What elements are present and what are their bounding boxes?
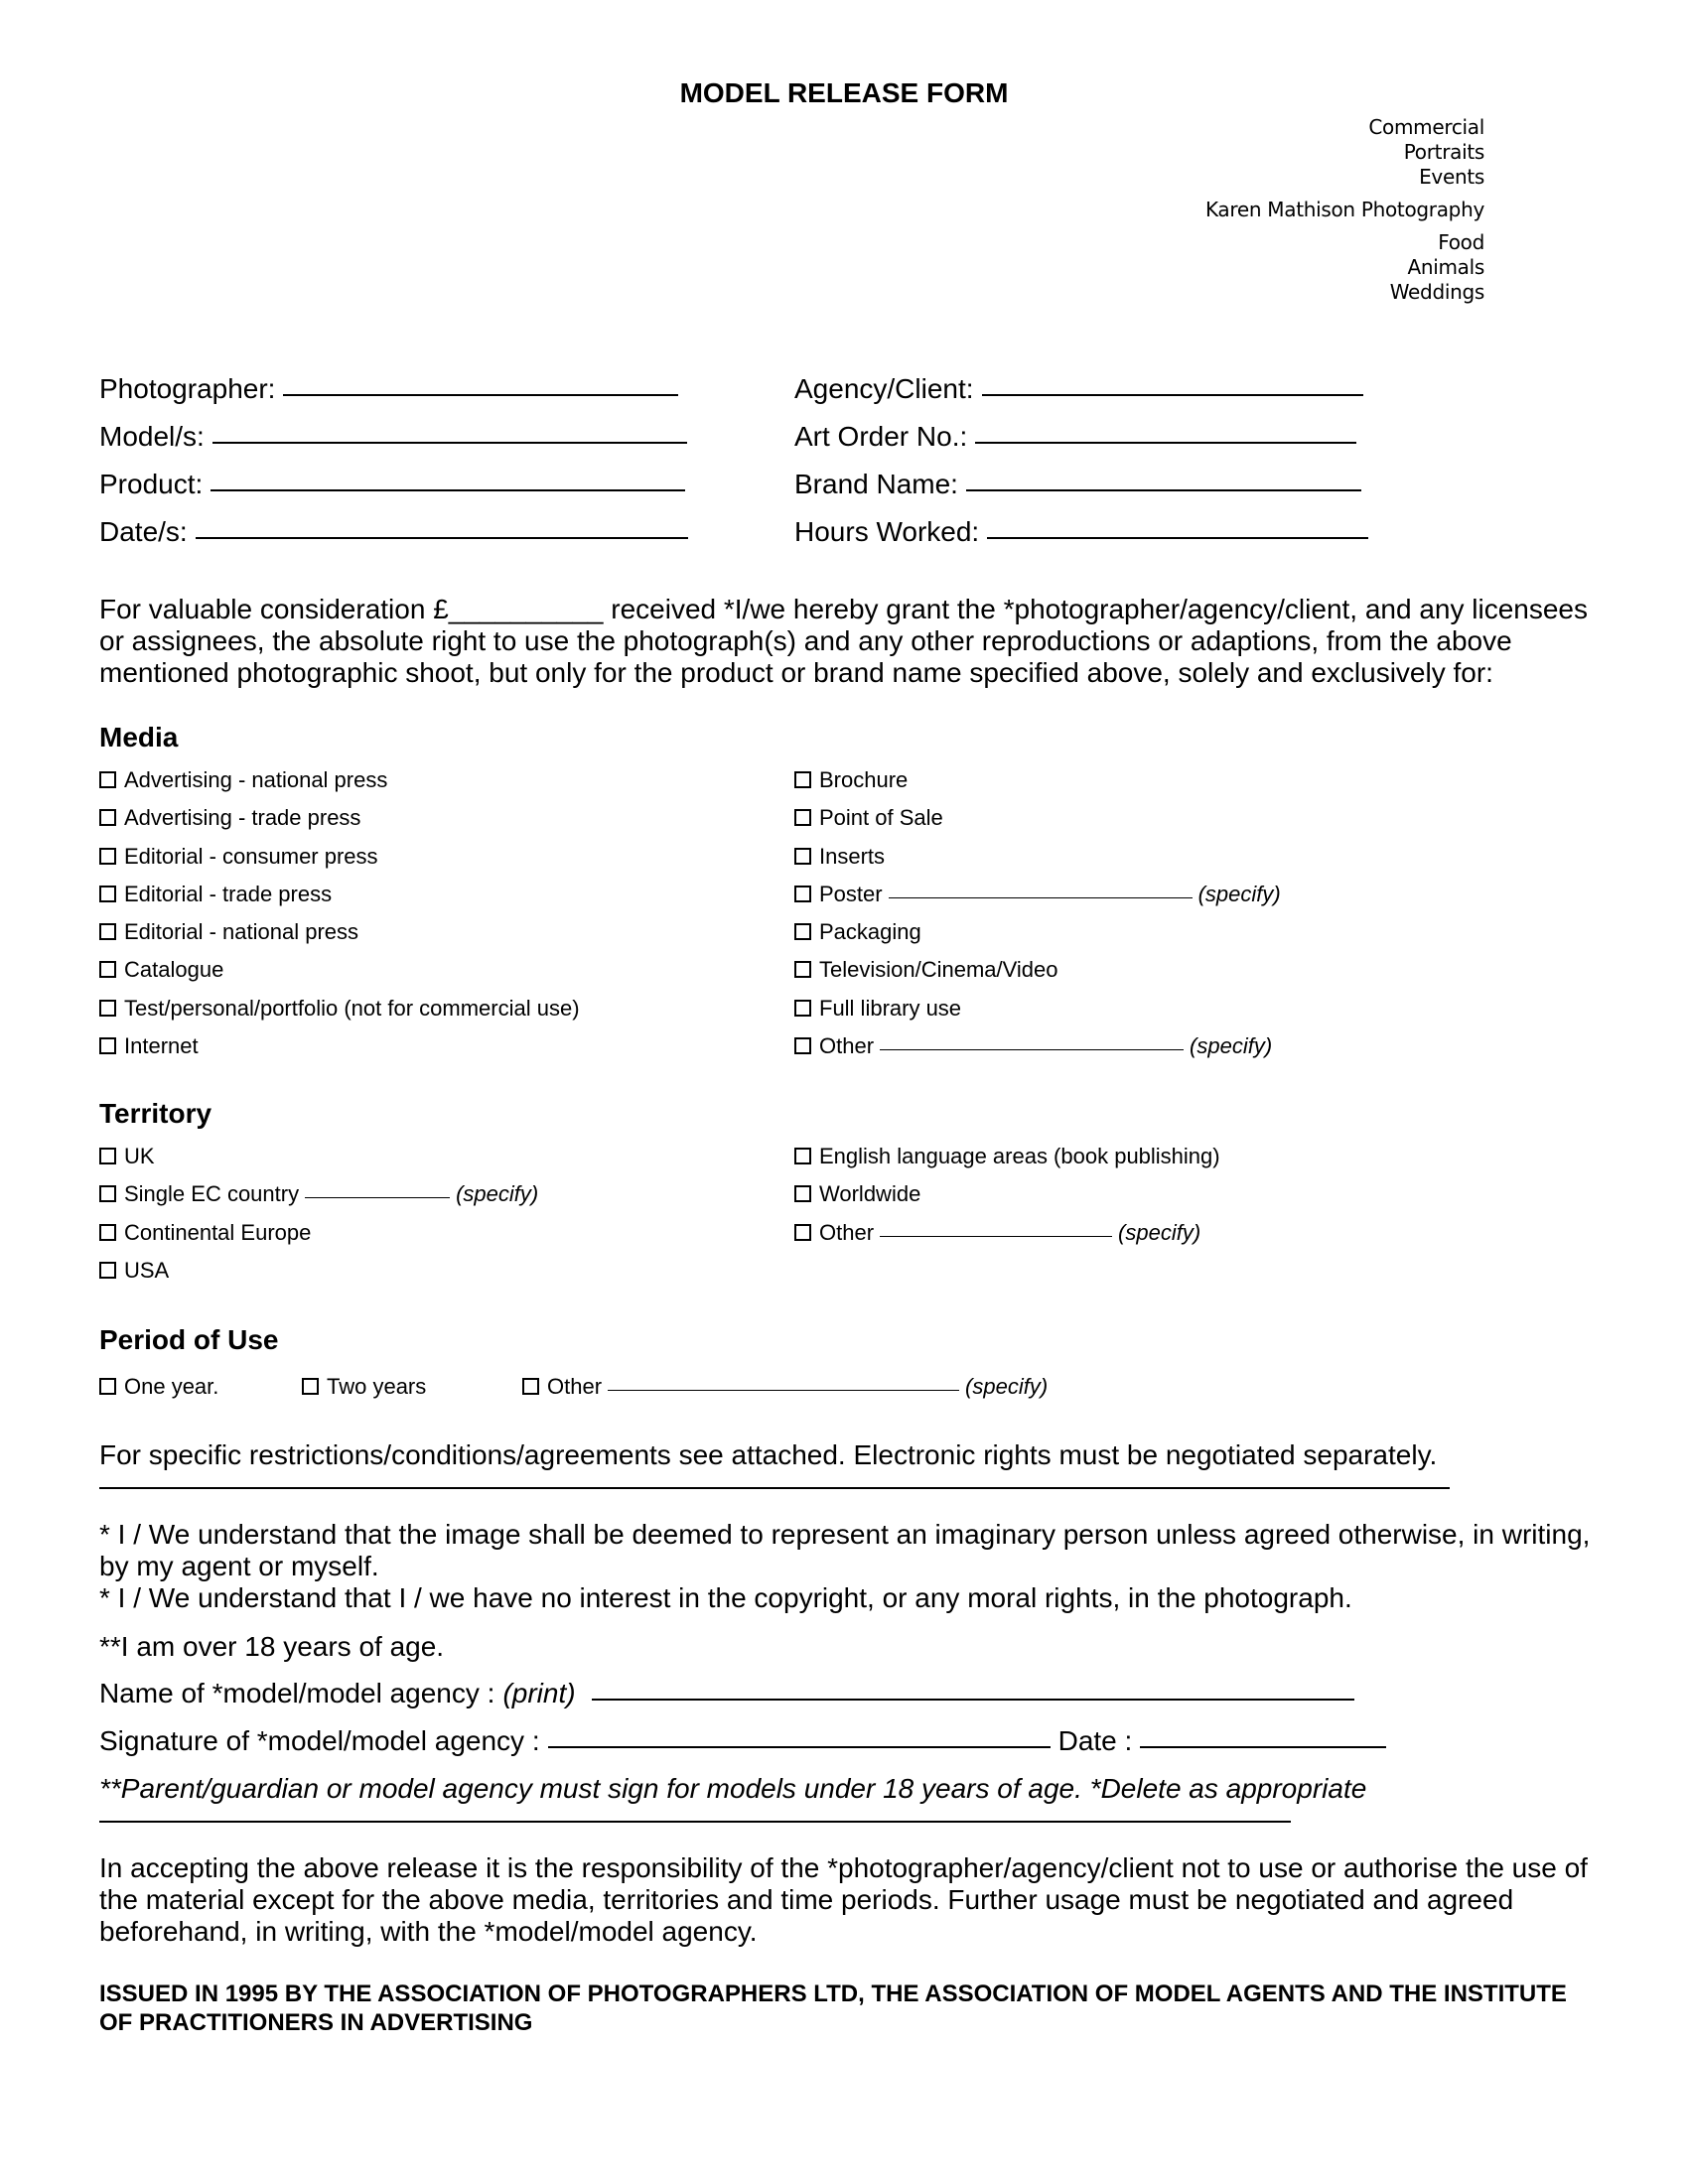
agency-client-line[interactable] xyxy=(982,393,1363,396)
media-option[interactable] xyxy=(794,844,1281,882)
specify-note: (specify) xyxy=(456,1181,539,1207)
guardian-note: **Parent/guardian or model agency must sign for models under 18 years of age. *Delete as appropriate xyxy=(99,1773,1367,1804)
age-statement: **I am over 18 years of age. xyxy=(99,1631,445,1662)
specify-note: (specify) xyxy=(965,1374,1049,1399)
art-order-label: Art Order No.: xyxy=(794,421,968,452)
territory-option[interactable] xyxy=(99,1258,538,1296)
media-option[interactable] xyxy=(794,767,1281,805)
dates-line[interactable] xyxy=(196,536,688,539)
checkbox[interactable] xyxy=(99,771,116,788)
media-option[interactable] xyxy=(794,996,1281,1033)
option-label: English language areas (book publishing) xyxy=(819,1144,1220,1168)
option-label: Single EC country xyxy=(124,1181,300,1207)
models-field[interactable] xyxy=(99,421,794,453)
logo-service: Events xyxy=(1419,165,1484,189)
divider-line xyxy=(99,1487,1450,1489)
product-line[interactable] xyxy=(211,488,685,491)
product-label: Product: xyxy=(99,469,204,499)
checkbox[interactable] xyxy=(99,1185,116,1202)
media-option[interactable] xyxy=(99,957,580,995)
specify-note: (specify) xyxy=(1118,1219,1201,1245)
logo-brand-name: Karen Mathison Photography xyxy=(1204,198,1484,221)
logo-service: Commercial xyxy=(1368,115,1484,139)
consideration-paragraph: For valuable consideration £__________ received *I/we hereby grant the *photographer/agency/client, and any licensees or assignees, the absolute right to use the photograph(s) and any other reproductions or adaptions, from the above mentioned photographic shoot, but only for the product or brand name specified above, solely and exclusively for: xyxy=(99,594,1588,688)
territory-option[interactable] xyxy=(794,1220,1220,1258)
option-label: Other xyxy=(547,1374,603,1399)
checkbox[interactable] xyxy=(302,1378,319,1395)
logo-service: Animals xyxy=(1407,255,1484,279)
photographer-logo xyxy=(1205,115,1484,305)
media-option[interactable] xyxy=(99,919,580,957)
option-label: Editorial - trade press xyxy=(124,881,333,906)
territory-option[interactable] xyxy=(99,1220,538,1258)
art-order-field[interactable] xyxy=(794,421,1356,453)
option-label: USA xyxy=(124,1257,170,1283)
brand-name-field[interactable] xyxy=(794,469,1361,500)
period-two-years[interactable] xyxy=(302,1374,522,1400)
understand-statement-1: * I / We understand that the image shall be deemed to represent an imaginary person unless agreed otherwise, in writing, by my agent or myself. xyxy=(99,1519,1591,1581)
hours-worked-line[interactable] xyxy=(987,536,1368,539)
models-label: Model/s: xyxy=(99,421,205,452)
media-option[interactable] xyxy=(794,1033,1281,1071)
media-option[interactable] xyxy=(794,805,1281,843)
logo-service: Food xyxy=(1438,230,1484,254)
option-label: UK xyxy=(124,1144,155,1168)
territory-list-right xyxy=(794,1144,1220,1258)
checkbox[interactable] xyxy=(794,809,811,826)
checkbox[interactable] xyxy=(99,886,116,902)
brand-name-label: Brand Name: xyxy=(794,469,958,499)
agency-client-field[interactable] xyxy=(794,373,1363,405)
checkbox[interactable] xyxy=(794,771,811,788)
field-row xyxy=(99,469,1489,516)
territory-heading: Territory xyxy=(99,1098,212,1129)
logo-service: Portraits xyxy=(1403,140,1484,164)
option-label: Internet xyxy=(124,1033,199,1059)
option-label: Editorial - national press xyxy=(124,919,359,945)
territory-option[interactable] xyxy=(99,1181,538,1219)
option-label: Point of Sale xyxy=(819,805,943,831)
checkbox[interactable] xyxy=(99,961,116,978)
models-line[interactable] xyxy=(212,441,687,444)
specify-line[interactable] xyxy=(608,1390,959,1391)
specify-line[interactable] xyxy=(880,1049,1184,1050)
photographer-field[interactable] xyxy=(99,373,794,405)
specify-note: (specify) xyxy=(1190,1033,1273,1059)
brand-name-line[interactable] xyxy=(966,488,1361,491)
checkbox[interactable] xyxy=(99,848,116,865)
option-label: Other xyxy=(819,1033,875,1059)
period-options xyxy=(99,1374,1048,1400)
option-label: Worldwide xyxy=(819,1181,921,1207)
option-label: Advertising - trade press xyxy=(124,805,361,831)
option-label: Other xyxy=(819,1219,875,1245)
option-label: Two years xyxy=(327,1374,427,1399)
option-label: One year. xyxy=(124,1374,219,1399)
logo-service: Weddings xyxy=(1389,280,1484,304)
checkbox[interactable] xyxy=(794,1037,811,1054)
acceptance-paragraph: In accepting the above release it is the responsibility of the *photographer/agency/client not to use or authorise the use of the material except for the above media, territories and time periods. Further usage must be negotiated and agreed beforehand, in writing, with the *model/model agency. xyxy=(99,1852,1588,1947)
product-field[interactable] xyxy=(99,469,794,500)
media-heading: Media xyxy=(99,722,179,752)
issued-by-footer: ISSUED IN 1995 BY THE ASSOCIATION OF PHOTOGRAPHERS LTD, THE ASSOCIATION OF MODEL AGENTS AND THE INSTITUTE OF PRACTITIONERS IN ADVERTISING xyxy=(99,1980,1567,2036)
territory-option[interactable] xyxy=(99,1144,538,1181)
header-fields xyxy=(99,373,1489,564)
option-label: Poster xyxy=(819,881,883,906)
option-label: Full library use xyxy=(819,995,962,1021)
media-option[interactable] xyxy=(99,996,580,1033)
media-option[interactable] xyxy=(99,844,580,882)
checkbox[interactable] xyxy=(522,1378,539,1395)
option-label: Continental Europe xyxy=(124,1219,312,1245)
signature-line[interactable] xyxy=(548,1745,1051,1748)
photographer-line[interactable] xyxy=(283,393,678,396)
signature-label: Signature of *model/model agency : xyxy=(99,1725,540,1756)
name-line[interactable] xyxy=(592,1698,1354,1701)
checkbox[interactable] xyxy=(794,1000,811,1017)
media-option[interactable] xyxy=(99,1033,580,1071)
checkbox[interactable] xyxy=(99,923,116,940)
name-label: Name of *model/model agency : xyxy=(99,1678,495,1708)
checkbox[interactable] xyxy=(794,886,811,902)
checkbox[interactable] xyxy=(794,961,811,978)
art-order-line[interactable] xyxy=(975,441,1356,444)
media-option[interactable] xyxy=(99,767,580,805)
territory-option[interactable] xyxy=(794,1144,1220,1181)
date-line[interactable] xyxy=(1140,1745,1386,1748)
option-label: Packaging xyxy=(819,919,921,945)
field-row xyxy=(99,373,1489,421)
period-heading: Period of Use xyxy=(99,1324,279,1355)
checkbox[interactable] xyxy=(99,1378,116,1395)
media-option[interactable] xyxy=(794,919,1281,957)
checkbox[interactable] xyxy=(794,848,811,865)
checkbox[interactable] xyxy=(99,809,116,826)
specify-line[interactable] xyxy=(305,1197,450,1198)
option-label: Test/personal/portfolio (not for commercial use) xyxy=(124,995,580,1021)
dates-field[interactable] xyxy=(99,516,794,548)
understand-statement-2: * I / We understand that I / we have no interest in the copyright, or any moral rights, in the photograph. xyxy=(99,1582,1352,1613)
media-option[interactable] xyxy=(99,805,580,843)
checkbox[interactable] xyxy=(99,1262,116,1279)
media-option[interactable] xyxy=(794,882,1281,919)
specify-note: (specify) xyxy=(1197,881,1281,906)
restrictions-text: For specific restrictions/conditions/agreements see attached. Electronic rights must be negotiated separately. xyxy=(99,1439,1438,1470)
dates-label: Date/s: xyxy=(99,516,188,547)
option-label: Inserts xyxy=(819,843,886,869)
period-one-year[interactable] xyxy=(99,1374,302,1400)
option-label: Editorial - consumer press xyxy=(124,843,378,869)
photographer-label: Photographer: xyxy=(99,373,276,404)
checkbox[interactable] xyxy=(794,1185,811,1202)
checkbox[interactable] xyxy=(794,1224,811,1241)
option-label: Television/Cinema/Video xyxy=(819,957,1058,983)
option-label: Catalogue xyxy=(124,957,224,983)
hours-worked-label: Hours Worked: xyxy=(794,516,980,547)
option-label: Advertising - national press xyxy=(124,767,388,792)
signature-field[interactable] xyxy=(99,1725,1386,1757)
field-row xyxy=(99,516,1489,564)
agency-client-label: Agency/Client: xyxy=(794,373,974,404)
hours-worked-field[interactable] xyxy=(794,516,1368,548)
form-title: MODEL RELEASE FORM xyxy=(679,77,1009,108)
field-row xyxy=(99,421,1489,469)
date-label: Date : xyxy=(1057,1725,1133,1756)
checkbox[interactable] xyxy=(99,1037,116,1054)
name-print-field[interactable] xyxy=(99,1678,1354,1709)
print-note: (print) xyxy=(502,1678,576,1708)
checkbox[interactable] xyxy=(794,923,811,940)
checkbox[interactable] xyxy=(794,1148,811,1164)
territory-list-left xyxy=(99,1144,538,1296)
option-label: Brochure xyxy=(819,767,909,792)
media-option[interactable] xyxy=(794,957,1281,995)
territory-option[interactable] xyxy=(794,1181,1220,1219)
specify-line[interactable] xyxy=(880,1236,1112,1237)
checkbox[interactable] xyxy=(99,1148,116,1164)
media-list-left xyxy=(99,767,580,1071)
media-option[interactable] xyxy=(99,882,580,919)
media-list-right xyxy=(794,767,1281,1071)
period-other[interactable] xyxy=(522,1374,1048,1400)
checkbox[interactable] xyxy=(99,1000,116,1017)
specify-line[interactable] xyxy=(889,897,1193,898)
checkbox[interactable] xyxy=(99,1224,116,1241)
divider-line xyxy=(99,1821,1291,1823)
